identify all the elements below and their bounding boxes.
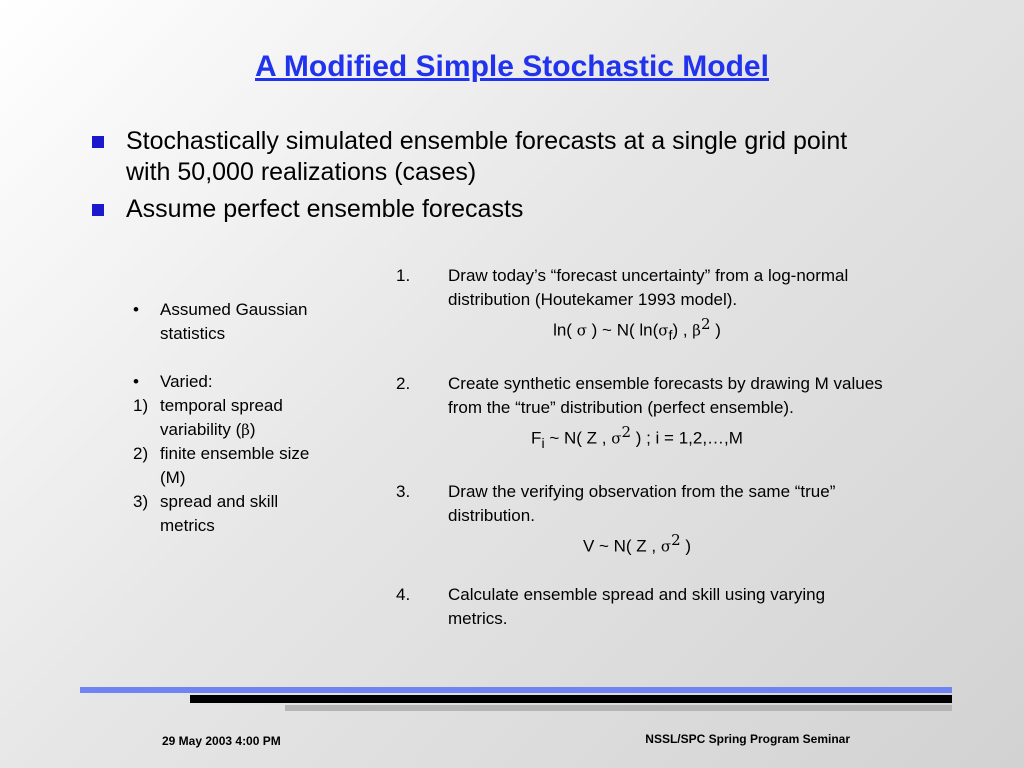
main-bullet-list: [92, 126, 892, 231]
dot-bullet-icon: •: [133, 300, 139, 319]
dot-bullet-icon: •: [133, 372, 139, 391]
step-item: [396, 583, 886, 631]
note-text: Assumed Gaussian statistics: [160, 300, 308, 343]
equation: $F_i$ ~ N( Z , $\sigma^2$ ) ; i = 1,2,…,M: [531, 423, 743, 453]
note-text: Varied:: [160, 372, 213, 391]
slide-title: A Modified Simple Stochastic Model: [255, 50, 769, 83]
bullet-text: Stochastically simulated ensemble forecasts at a single grid point with 50,000 realizations (cases): [126, 127, 848, 186]
step-text: Calculate ensemble spread and skill using varying metrics.: [448, 584, 826, 628]
procedure-steps: [396, 264, 886, 631]
list-item: [133, 298, 318, 346]
note-text: spread and skill metrics: [160, 492, 279, 535]
list-item: [133, 370, 318, 394]
note-text: temporal spread variability (β): [160, 396, 283, 439]
footer-divider-gray: [285, 705, 952, 711]
bullet-item: [92, 194, 892, 225]
step-text: Draw today’s “forecast uncertainty” from a log-normal distribution (Houtekamer 1993 model).: [448, 266, 849, 309]
item-number: 1): [133, 396, 149, 415]
footer-event: NSSL/SPC Spring Program Seminar: [645, 732, 850, 746]
step-number: 4.: [396, 584, 411, 604]
step-item: [396, 264, 886, 348]
bullet-item: [92, 126, 892, 188]
step-number: 2.: [396, 374, 411, 394]
list-item: [133, 442, 318, 490]
list-item: [133, 394, 318, 442]
equation: V ~ N( Z , $\sigma^2$ ): [582, 531, 692, 556]
step-item: [396, 372, 886, 456]
left-notes: [133, 298, 318, 538]
footer-date: 29 May 2003 4:00 PM: [162, 734, 281, 748]
step-text: Create synthetic ensemble forecasts by drawing M values from the “true” distribution (perfect ensemble).: [448, 374, 883, 418]
square-bullet-icon: [92, 204, 104, 216]
step-item: [396, 480, 886, 559]
list-item: [133, 490, 318, 538]
step-number: 1.: [396, 266, 411, 285]
step-text: Draw the verifying observation from the same “true” distribution.: [448, 482, 836, 526]
square-bullet-icon: [92, 136, 104, 148]
item-number: 3): [133, 492, 149, 511]
step-number: 3.: [396, 482, 411, 502]
bullet-text: Assume perfect ensemble forecasts: [126, 195, 524, 223]
equation: ln( σ ) ~ N( $\ln(\sigma_f)$ , $\beta^2$ ): [553, 315, 721, 345]
footer-divider-blue: [80, 687, 952, 693]
item-number: 2): [133, 444, 149, 463]
note-text: finite ensemble size (M): [160, 444, 310, 487]
footer-divider-black: [190, 695, 952, 703]
